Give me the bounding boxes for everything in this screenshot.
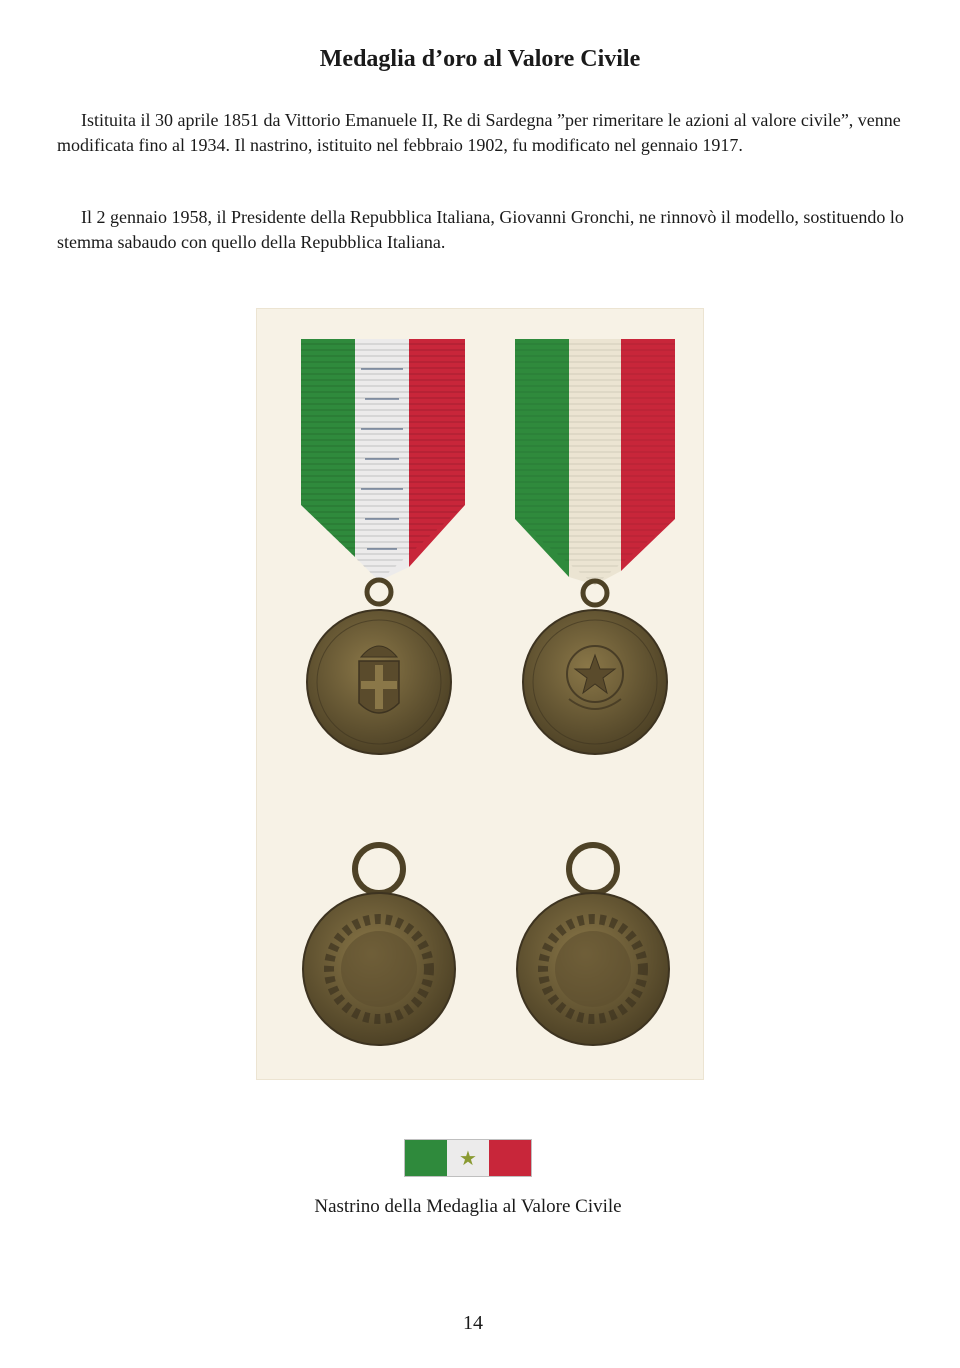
ribbon-bar [405,1140,531,1176]
page-title: Medaglia d’oro al Valore Civile [319,46,641,72]
ribbon-bar-white [447,1140,489,1176]
star-icon: ★ [459,1146,477,1170]
medals-illustration [257,309,705,1081]
medal-reverse-old [303,845,455,1045]
medal-front-old [307,580,451,754]
page-number: 14 [463,1312,483,1334]
paragraph-1: Istituita il 30 aprile 1851 da Vittorio Emanuele II, Re di Sardegna ”per rimeritare le azioni al valore civile”, venne modificata fino al 1934. Il nastrino, istituito nel febbraio 1902, fu modificato nel gennaio 1917. [57,110,901,155]
ribbon-caption: Nastrino della Medaglia al Valore Civile [314,1196,622,1217]
paragraph-2: Il 2 gennaio 1958, il Presidente della Repubblica Italiana, Giovanni Gronchi, ne rinnovò il modello, sostituendo lo stemma sabaudo con quello della Repubblica Italiana. [57,207,904,252]
ribbon-right [515,339,675,585]
medals-photo [256,308,704,1080]
ribbon-left [301,339,465,581]
medal-reverse-new [517,845,669,1045]
ribbon-bar-red [489,1140,531,1176]
medal-front-new [523,581,667,754]
ribbon-bar-green [405,1140,447,1176]
